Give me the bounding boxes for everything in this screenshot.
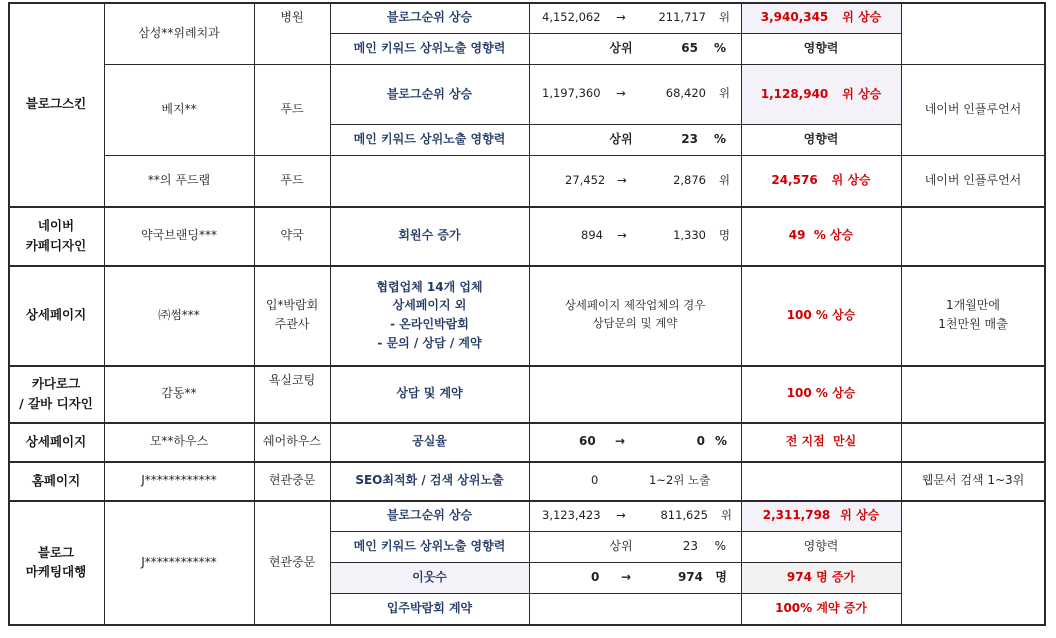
item-cell: 이웃수 bbox=[412, 570, 447, 585]
industry-cell: 욕실코팅 bbox=[268, 373, 316, 387]
industry-cell: 입*박람회 주관사 bbox=[265, 298, 319, 331]
result-cell bbox=[741, 155, 901, 206]
metric-to: 68,420 bbox=[665, 86, 706, 101]
result-cell bbox=[741, 64, 901, 124]
metric-to: 0 bbox=[696, 434, 705, 449]
row-divider bbox=[330, 33, 901, 34]
category-cell: 블로그 마케팅대행 bbox=[25, 544, 87, 579]
result-unit: 위 상승 bbox=[840, 508, 880, 523]
table-border bbox=[8, 2, 1045, 4]
item-cell: 블로그순위 상승 bbox=[386, 508, 473, 523]
results-table bbox=[8, 2, 1045, 626]
metric-from: 0 bbox=[591, 472, 599, 487]
industry-cell: 현관중문 bbox=[268, 554, 316, 569]
metric-unit: % bbox=[713, 41, 726, 56]
item-cell: 블로그순위 상승 bbox=[386, 10, 473, 25]
category-cell: 상세페이지 bbox=[25, 433, 87, 449]
metric-cell bbox=[529, 500, 741, 531]
metric-from: 0 bbox=[591, 570, 600, 585]
industry-cell: 쉐어하우스 bbox=[263, 434, 321, 449]
column-divider bbox=[330, 2, 331, 626]
client-cell: 약국브랜딩*** bbox=[141, 228, 217, 243]
metric-to: 811,625 bbox=[660, 507, 708, 522]
result-cell: 전 지점 만실 bbox=[785, 434, 857, 449]
metric-from: 27,452 bbox=[565, 172, 606, 187]
note-cell: 네이버 인플루언서 bbox=[924, 173, 1022, 188]
result-cell: 100 % 상승 bbox=[786, 307, 856, 322]
item-cell: 협렵업체 14개 업체 상세페이지 외 - 온라인박람회 - 문의 / 상담 / 계약 bbox=[376, 279, 483, 350]
row-divider bbox=[104, 155, 1045, 156]
metric-from: 3,123,423 bbox=[542, 507, 601, 522]
metric-unit: % bbox=[714, 539, 726, 554]
result-unit: 위 상승 bbox=[831, 173, 871, 188]
metric-unit: 위 bbox=[718, 9, 730, 24]
metric-unit: 명 bbox=[718, 227, 730, 242]
category-cell: 블로그스킨 bbox=[25, 96, 87, 112]
industry-cell: 현관중문 bbox=[268, 473, 316, 488]
result-cell bbox=[741, 500, 901, 531]
row-divider bbox=[8, 422, 1045, 424]
metric-cell bbox=[529, 461, 741, 500]
client-cell: J************ bbox=[141, 473, 217, 488]
row-divider bbox=[330, 562, 901, 563]
metric-cell bbox=[529, 155, 741, 206]
result-value: 1,128,940 bbox=[760, 86, 829, 101]
note-cell: 웹문서 검색 1~3위 bbox=[921, 473, 1025, 488]
table-border bbox=[1044, 2, 1046, 626]
row-divider bbox=[8, 461, 1045, 463]
item-cell: SEO최적화 / 검색 상위노출 bbox=[355, 473, 504, 488]
row-divider bbox=[330, 593, 901, 594]
metric-unit: 위 bbox=[720, 507, 732, 522]
metric-to: 211,717 bbox=[658, 9, 706, 24]
note-cell: 1개월만에 1천만원 매출 bbox=[938, 298, 1008, 331]
category-cell: 카다로그 / 갈바 디자인 bbox=[19, 376, 93, 411]
metric-from: 60 bbox=[579, 434, 596, 449]
result-cell bbox=[741, 461, 901, 500]
metric-unit: 명 bbox=[715, 570, 727, 585]
result-cell: 49 % 상승 bbox=[788, 228, 854, 243]
client-cell: **의 푸드랩 bbox=[147, 173, 211, 188]
column-divider bbox=[901, 2, 902, 626]
row-divider bbox=[330, 124, 901, 125]
row-divider bbox=[8, 206, 1045, 208]
item-cell: 메인 키워드 상위노출 영향력 bbox=[353, 41, 506, 56]
metric-cell bbox=[529, 562, 741, 593]
arrow-icon: → bbox=[617, 227, 627, 242]
metric-label: 상위 bbox=[609, 539, 633, 554]
metric-unit: % bbox=[713, 132, 726, 147]
metric-cell bbox=[529, 365, 741, 422]
metric-to: 974 bbox=[677, 570, 703, 585]
metric-cell: 상세페이지 제작업체의 경우 상담문의 및 계약 bbox=[564, 298, 706, 330]
metric-value: 65 bbox=[681, 41, 698, 56]
arrow-icon: → bbox=[620, 570, 632, 585]
column-divider bbox=[104, 2, 105, 626]
result-cell: 100 % 상승 bbox=[786, 386, 856, 401]
result-cell bbox=[741, 2, 901, 33]
result-value: 3,940,345 bbox=[760, 10, 829, 25]
arrow-icon: → bbox=[617, 172, 627, 187]
row-divider bbox=[104, 64, 1045, 65]
metric-from: 894 bbox=[581, 227, 603, 242]
client-cell: 감동** bbox=[161, 386, 197, 401]
row-divider bbox=[330, 531, 901, 532]
metric-to: 1,330 bbox=[673, 227, 706, 242]
metric-cell bbox=[529, 2, 741, 33]
item-cell: 메인 키워드 상위노출 영향력 bbox=[353, 539, 506, 554]
category-cell: 홈페이지 bbox=[31, 472, 81, 488]
result-unit: 위 상승 bbox=[842, 10, 882, 25]
table-border bbox=[8, 624, 1045, 626]
client-cell: ㈜썸*** bbox=[158, 307, 200, 322]
metric-from: 1,197,360 bbox=[542, 86, 601, 101]
column-divider bbox=[741, 2, 742, 626]
industry-cell: 푸드 bbox=[280, 173, 304, 188]
metric-value: 23 bbox=[682, 539, 698, 554]
industry-cell: 푸드 bbox=[280, 102, 304, 117]
industry-cell: 병원 bbox=[280, 10, 304, 24]
arrow-icon: → bbox=[616, 86, 626, 101]
category-cell: 네이버 카페디자인 bbox=[25, 218, 87, 253]
note-cell: 네이버 인플루언서 bbox=[924, 102, 1022, 117]
metric-unit: 위 bbox=[718, 172, 730, 187]
result-cell: 영향력 bbox=[803, 41, 839, 56]
row-divider bbox=[8, 265, 1045, 267]
metric-to: 2,876 bbox=[673, 172, 706, 187]
result-cell: 영향력 bbox=[803, 132, 839, 147]
metric-label: 상위 bbox=[609, 132, 633, 147]
result-cell: 974 명 증가 bbox=[786, 570, 856, 585]
metric-from: 4,152,062 bbox=[542, 9, 601, 24]
metric-label: 상위 bbox=[609, 41, 633, 56]
category-cell: 상세페이지 bbox=[25, 307, 87, 323]
row-divider bbox=[8, 500, 1045, 502]
industry-cell: 약국 bbox=[280, 228, 304, 243]
result-unit: 위 상승 bbox=[842, 86, 882, 101]
arrow-icon: → bbox=[616, 9, 626, 24]
metric-to: 1~2위 노출 bbox=[649, 472, 711, 487]
column-divider bbox=[529, 2, 530, 626]
result-value: 2,311,798 bbox=[762, 508, 831, 523]
metric-cell bbox=[529, 33, 741, 64]
item-cell: 공실율 bbox=[412, 434, 447, 449]
client-cell: 모**하우스 bbox=[149, 434, 209, 449]
result-cell: 100% 계약 증가 bbox=[775, 601, 867, 616]
item-cell: 입주박람회 계약 bbox=[386, 601, 473, 616]
item-cell: 블로그순위 상승 bbox=[386, 86, 473, 101]
result-value: 24,576 bbox=[771, 173, 818, 188]
client-cell: 베지** bbox=[161, 102, 197, 117]
item-cell: 회원수 증가 bbox=[398, 228, 461, 243]
metric-unit: % bbox=[714, 434, 727, 449]
metric-value: 23 bbox=[681, 132, 698, 147]
metric-unit: 위 bbox=[718, 86, 730, 101]
metric-cell bbox=[529, 64, 741, 124]
result-cell: 영향력 bbox=[803, 539, 839, 554]
arrow-icon: → bbox=[614, 434, 626, 449]
metric-cell bbox=[529, 531, 741, 562]
arrow-icon: → bbox=[616, 507, 626, 522]
column-divider bbox=[254, 2, 255, 626]
table-border bbox=[8, 2, 10, 626]
row-divider bbox=[8, 365, 1045, 367]
item-cell: 상담 및 계약 bbox=[396, 386, 463, 401]
metric-cell bbox=[529, 124, 741, 155]
item-cell: 메인 키워드 상위노출 영향력 bbox=[353, 132, 506, 147]
client-cell: J************ bbox=[141, 554, 217, 569]
metric-cell bbox=[529, 206, 741, 265]
client-cell: 삼성**위례치과 bbox=[138, 25, 220, 40]
metric-cell bbox=[529, 422, 741, 461]
